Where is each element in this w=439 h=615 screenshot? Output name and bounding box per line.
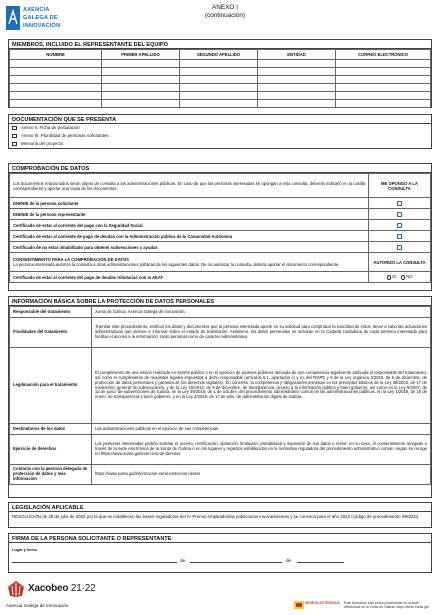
member-surname2-field[interactable] bbox=[180, 68, 258, 76]
document-label: Anexo III. Pluralidad de personas solicitantes bbox=[21, 133, 109, 138]
dp-value: Tramitar este procedimiento, verificar los datos y documentos que la persona interesada aporte en su solicitud para comprobar la exactitud de estos, llevar a cabo las actuaciones administrativas que deriven e informar sobre el estado de tramitación. Asimismo, los datos personales se incluirán en la Carpeta ciudadana de cada persona interesada para facilitar el acceso a la información, tanto personal como de carácter administrativo. bbox=[92, 318, 431, 348]
dp-row bbox=[10, 307, 431, 318]
member-entity-field[interactable] bbox=[258, 84, 336, 92]
member-surname2-field[interactable] bbox=[180, 84, 258, 92]
member-name-field[interactable] bbox=[10, 92, 102, 100]
dp-row bbox=[10, 318, 431, 348]
member-row bbox=[10, 76, 431, 84]
dp-row bbox=[10, 348, 431, 424]
place-field[interactable] bbox=[12, 562, 177, 563]
document-label: Anexo II. Ficha de postulación bbox=[21, 125, 80, 130]
member-entity-field[interactable] bbox=[258, 100, 336, 108]
oppose-header: ME OPONGO A LA CONSULTA bbox=[369, 174, 431, 198]
member-surname1-field[interactable] bbox=[102, 76, 180, 84]
verification-row bbox=[10, 220, 431, 231]
xacobeo-logo bbox=[6, 580, 106, 598]
verification-item-label: Certificado de estar al corriente de pago de deudas con la Administración pública de la Comunidad Autónoma bbox=[10, 231, 369, 242]
annex-heading bbox=[190, 4, 260, 19]
dp-key: Contacto con la persona delegada de protección de datos y más información bbox=[10, 465, 92, 485]
xacobeo-word: Xacobeo bbox=[28, 583, 69, 594]
member-name-field[interactable] bbox=[10, 100, 102, 108]
dp-value: Las administraciones públicas en el ejercicio de sus competencias. bbox=[92, 424, 431, 435]
verification-title: COMPROBACIÓN DE DATOS bbox=[9, 164, 431, 173]
member-email-field[interactable] bbox=[336, 100, 431, 108]
agency-line-2: GALEGA DE bbox=[23, 15, 58, 21]
col-segundo-apellido: SEGUNDO APELLIDO bbox=[180, 50, 258, 60]
oppose-checkbox[interactable] bbox=[397, 201, 402, 206]
footer-agency-name: Axencia Galega de Innovación bbox=[6, 603, 69, 608]
members-table bbox=[9, 49, 431, 108]
member-email-field[interactable] bbox=[336, 60, 431, 68]
sede-icon bbox=[294, 601, 304, 609]
agency-logo-text bbox=[23, 6, 60, 30]
xacobeo-text bbox=[28, 583, 95, 594]
data-protection-section bbox=[8, 296, 432, 498]
annex-title: ANEXO I bbox=[212, 4, 238, 11]
document-checkbox[interactable] bbox=[12, 126, 17, 131]
member-surname1-field[interactable] bbox=[102, 68, 180, 76]
document-checkbox[interactable] bbox=[12, 142, 17, 147]
consent-item-row bbox=[10, 272, 431, 283]
consent-row bbox=[10, 253, 431, 272]
sede-description: Este formulario sólo podrá presentarse en la sede electrónica de la Xunta de Galicia. https://sede.xunta.gal bbox=[344, 601, 429, 610]
member-surname2-field[interactable] bbox=[180, 60, 258, 68]
legislation-section bbox=[8, 502, 432, 528]
documents-section bbox=[8, 114, 432, 149]
place-date-label: Lugar y fecha bbox=[12, 548, 37, 552]
member-row bbox=[10, 60, 431, 68]
xacobeo-year: 21·22 bbox=[70, 583, 96, 594]
member-name-field[interactable] bbox=[10, 68, 102, 76]
verification-section bbox=[8, 163, 432, 291]
legislation-text: RESOLUCIÓN de 29 de julio de 2022 por la que se establecen las bases reguladoras del IV Premio empleados/as públicos/as innovadores/as y se convoca para el año 2022 (código de procedimiento IN822D). bbox=[12, 514, 420, 519]
verification-item-label: Certificado de no estar inhabilitado para obtener subvenciones y ayudas bbox=[10, 242, 369, 253]
col-entidad: ENTIDAD bbox=[258, 50, 336, 60]
dp-key: Destinatarios de los datos bbox=[10, 424, 92, 435]
verification-row bbox=[10, 242, 431, 253]
members-title: MIEMBROS, INCLUIDO EL REPRESENTANTE DEL EQUIPO bbox=[9, 40, 431, 49]
member-email-field[interactable] bbox=[336, 92, 431, 100]
agency-line-1: AXENCIA bbox=[23, 7, 50, 13]
oppose-checkbox[interactable] bbox=[397, 245, 402, 250]
member-name-field[interactable] bbox=[10, 60, 102, 68]
dp-row bbox=[10, 465, 431, 485]
verification-item-label: DNI/NIE de la persona solicitante bbox=[10, 198, 369, 209]
verification-row bbox=[10, 198, 431, 209]
sede-label: SEDE ELECTRÓNICA bbox=[305, 601, 340, 605]
de-label-2: de bbox=[286, 558, 292, 563]
dp-row bbox=[10, 435, 431, 465]
member-surname2-field[interactable] bbox=[180, 92, 258, 100]
member-row bbox=[10, 100, 431, 108]
de-label-1: de bbox=[180, 558, 186, 563]
document-item bbox=[9, 124, 431, 132]
members-header-row bbox=[10, 50, 431, 60]
oppose-checkbox[interactable] bbox=[397, 212, 402, 217]
documents-title: DOCUMENTACIÓN QUE SE PRESENTA bbox=[9, 115, 431, 124]
oppose-checkbox[interactable] bbox=[397, 234, 402, 239]
agency-logo-icon bbox=[6, 6, 20, 30]
oppose-checkbox[interactable] bbox=[397, 223, 402, 228]
data-protection-title: INFORMACIÓN BÁSICA SOBRE LA PROTECCIÓN DE DATOS PERSONALES bbox=[9, 297, 431, 306]
member-name-field[interactable] bbox=[10, 84, 102, 92]
dp-key: Finalidades del tratamiento bbox=[10, 318, 92, 348]
member-email-field[interactable] bbox=[336, 76, 431, 84]
yes-label: SÍ bbox=[392, 274, 397, 280]
document-item bbox=[9, 132, 431, 140]
member-entity-field[interactable] bbox=[258, 68, 336, 76]
member-surname1-field[interactable] bbox=[102, 60, 180, 68]
document-item bbox=[9, 140, 431, 148]
xacobeo-shell-icon bbox=[6, 580, 26, 598]
dp-key: Ejercicio de derechos bbox=[10, 435, 92, 465]
no-label: NO bbox=[406, 274, 413, 280]
consent-cell bbox=[10, 253, 369, 272]
yes-radio[interactable] bbox=[387, 275, 392, 280]
member-surname2-field[interactable] bbox=[180, 100, 258, 108]
document-label: Memoria del proyecto bbox=[21, 141, 64, 146]
members-section bbox=[8, 39, 432, 108]
consent-text: La persona interesada autoriza la consulta a otras administraciones públicas de los siguientes datos. De no autorizar la consulta, deberá aportar el documento correspondiente. bbox=[13, 262, 340, 267]
dp-value: Las personas interesadas podrán solicitar el acceso, rectificación, oposición, limitación, portabilidad y supresión de sus datos o retirar, en su caso, el consentimiento otorgado a través de la sede electrónica de la Xunta de Galicia o en los lugares y registros establecidos en la normativa reguladora del procedimiento administrativo común, según se recoge en https://www.xunta.gal/exercicio-de-dereitos bbox=[92, 435, 431, 465]
member-email-field[interactable] bbox=[336, 68, 431, 76]
consent-item-label: Certificado de estar al corriente del pago de deudas tributarias con la AEAT bbox=[10, 272, 369, 283]
col-primer-apellido: PRIMER APELLIDO bbox=[102, 50, 180, 60]
member-row bbox=[10, 92, 431, 100]
member-row bbox=[10, 68, 431, 76]
agency-line-3: INNOVACIÓN bbox=[23, 23, 61, 29]
member-entity-field[interactable] bbox=[258, 60, 336, 68]
data-protection-table bbox=[9, 306, 431, 485]
member-surname1-field[interactable] bbox=[102, 92, 180, 100]
verification-row bbox=[10, 231, 431, 242]
member-email-field[interactable] bbox=[336, 84, 431, 92]
verification-row bbox=[10, 209, 431, 220]
col-correo: CORREO ELECTRÓNICO bbox=[336, 50, 431, 60]
signature-section bbox=[8, 533, 432, 573]
member-surname2-field[interactable] bbox=[180, 76, 258, 84]
verification-intro-row bbox=[10, 174, 431, 198]
month-field[interactable] bbox=[190, 562, 282, 563]
member-surname1-field[interactable] bbox=[102, 84, 180, 92]
verification-table bbox=[9, 173, 431, 283]
dp-value: El cumplimiento de una misión realizada en interés público o en el ejercicio de poderes públicos derivada de una competencia legalmente atribuida al responsable del tratamiento, así como el cumplimiento de requisitos legales impuestos a dicho responsable (artículos 6.1, apartados c) y e), del RGPD y 8 de la Ley orgánica 3/2018, de 5 de diciembre, de protección de datos personales y garantía de los derechos digitales). En concreto, la competencia y obligaciones previstas en los preceptos básicos de la Ley 38/2003, de 17 de noviembre, general de subvenciones, y de la Ley 19/2013, de 9 de diciembre, de transparencia, acceso a la información pública y buen gobierno, así como en la Ley 9/2007, de 13 de junio, de subvenciones de Galicia, en la Ley 39/2015, de 1 de octubre, del procedimiento administrativo común de las administraciones públicas, en la Ley 1/2016, de 18 de enero, de transparencia y buen gobierno, y en la Ley 4/2019, de 17 de julio, de administración digital de Galicia. bbox=[92, 348, 431, 424]
legislation-title: LEGISLACIÓN APLICABLE bbox=[9, 503, 431, 512]
authorize-header: AUTORIZO LA CONSULTA bbox=[369, 253, 431, 272]
dp-key: Responsable del tratamiento bbox=[10, 307, 92, 318]
dp-value: Xunta de Galicia. Axencia Galega de Innovación. bbox=[92, 307, 431, 318]
member-surname1-field[interactable] bbox=[102, 100, 180, 108]
dp-row bbox=[10, 424, 431, 435]
member-entity-field[interactable] bbox=[258, 92, 336, 100]
annex-subtitle: (continuación) bbox=[204, 11, 246, 19]
col-nombre: NOMBRE bbox=[10, 50, 102, 60]
dp-key: Legitimación para el tratamiento bbox=[10, 348, 92, 424]
no-radio[interactable] bbox=[401, 275, 406, 280]
member-entity-field[interactable] bbox=[258, 76, 336, 84]
member-row bbox=[10, 84, 431, 92]
dp-value[interactable]: https://www.xunta.gal/informacion-xeral-proteccion-datos bbox=[92, 465, 431, 485]
agency-logo bbox=[6, 4, 86, 34]
consent-title: CONSENTIMIENTO PARA LA COMPROBACIÓN DE DATOS bbox=[13, 257, 129, 262]
member-name-field[interactable] bbox=[10, 76, 102, 84]
verification-intro: Los documentos relacionados serán objeto de consulta a las administraciones públicas. En caso de que las personas interesadas se opongan a esta consulta, deberán indicarlo en la casilla correspondiente y aportar una copia de los documentos. bbox=[10, 174, 369, 198]
document-checkbox[interactable] bbox=[12, 134, 17, 139]
signature-title: FIRMA DE LA PERSONA SOLICITANTE O REPRESENTANTE bbox=[9, 534, 431, 543]
verification-item-label: DNI/NIE de la persona representante bbox=[10, 209, 369, 220]
verification-item-label: Certificado de estar al corriente del pago con la Seguridad Social bbox=[10, 220, 369, 231]
year-field[interactable] bbox=[297, 562, 344, 563]
